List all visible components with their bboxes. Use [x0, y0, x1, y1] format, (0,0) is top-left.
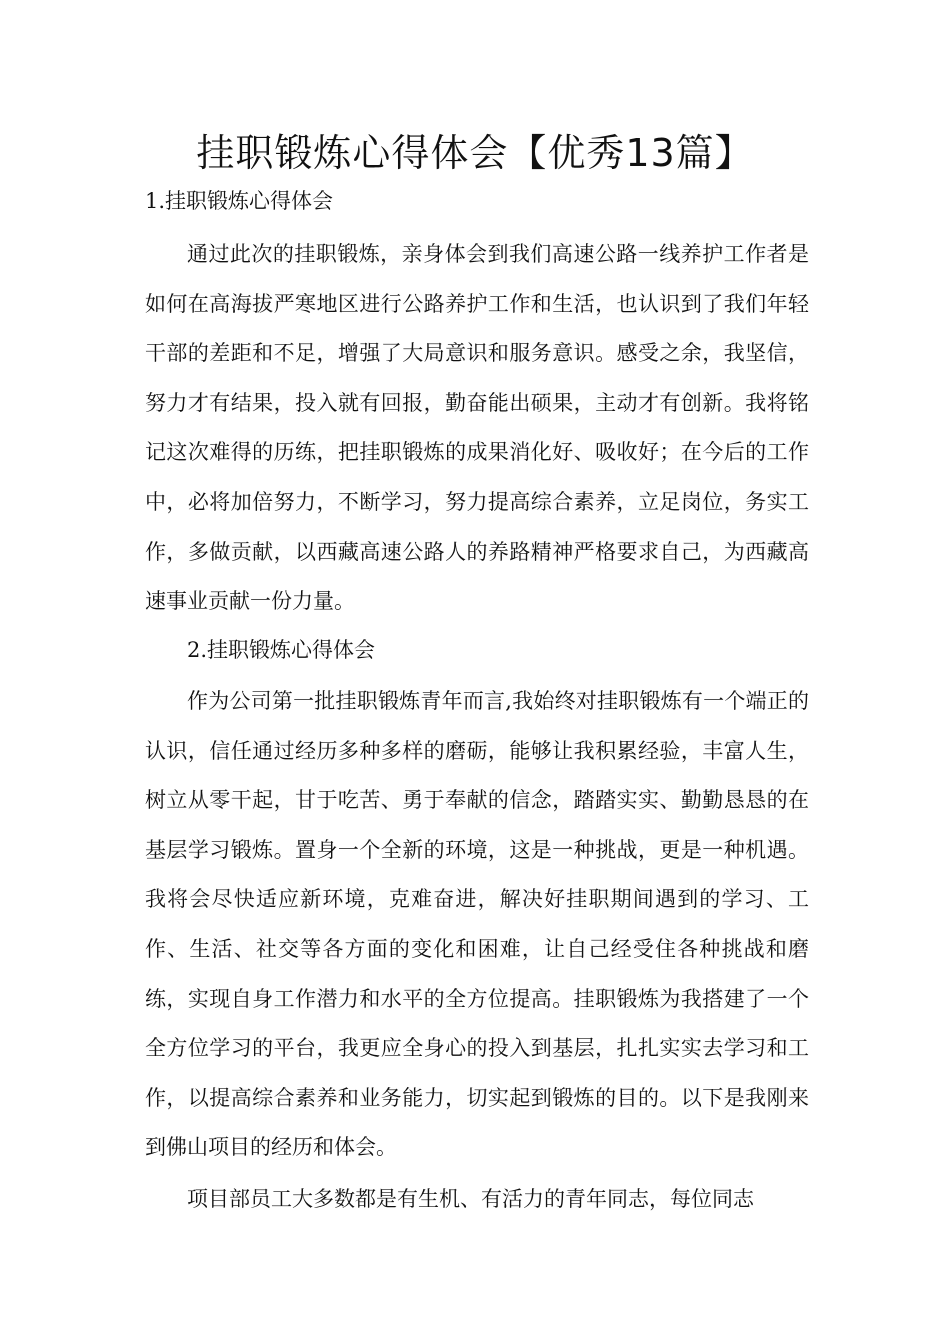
paragraph-1: 通过此次的挂职锻炼，亲身体会到我们高速公路一线养护工作者是如何在高海拔严寒地区进行公路养护工作和生活，也认识到了我们年轻干部的差距和不足，增强了大局意识和服务意识。感受之余，我坚信，努力才有结果，投入就有回报，勤奋能出硕果，主动才有创新。我将铭记这次难得的历练，把挂职锻炼的成果消化好、吸收好；在今后的工作中，必将加倍努力，不断学习，努力提高综合素养，立足岗位，务实工作，多做贡献，以西藏高速公路人的养路精神严格要求自己，为西藏高速事业贡献一份力量。 [145, 242, 809, 614]
document-title: 挂职锻炼心得体会【优秀13篇】 [196, 131, 754, 175]
paragraph-2: 作为公司第一批挂职锻炼青年而言,我始终对挂职锻炼有一个端正的认识，信任通过经历多种多样的磨砺，能够让我积累经验，丰富人生，树立从零干起，甘于吃苦、勇于奉献的信念，踏踏实实、勤勤恳恳的在基层学习锻炼。置身一个全新的环境，这是一种挑战，更是一种机遇。我将会尽快适应新环境，克难奋进，解决好挂职期间遇到的学习、工作、生活、社交等各方面的变化和困难，让自己经受住各种挑战和磨练，实现自身工作潜力和水平的全方位提高。挂职锻炼为我搭建了一个全方位学习的平台，我更应全身心的投入到基层，扎扎实实去学习和工作，以提高综合素养和业务能力，切实起到锻炼的目的。以下是我刚来到佛山项目的经历和体会。 [145, 689, 809, 1160]
paragraph-3: 项目部员工大多数都是有生机、有活力的青年同志，每位同志 [187, 1187, 754, 1211]
section-heading-2: 2.挂职锻炼心得体会 [187, 638, 376, 662]
section-heading-1: 1.挂职锻炼心得体会 [145, 189, 334, 213]
